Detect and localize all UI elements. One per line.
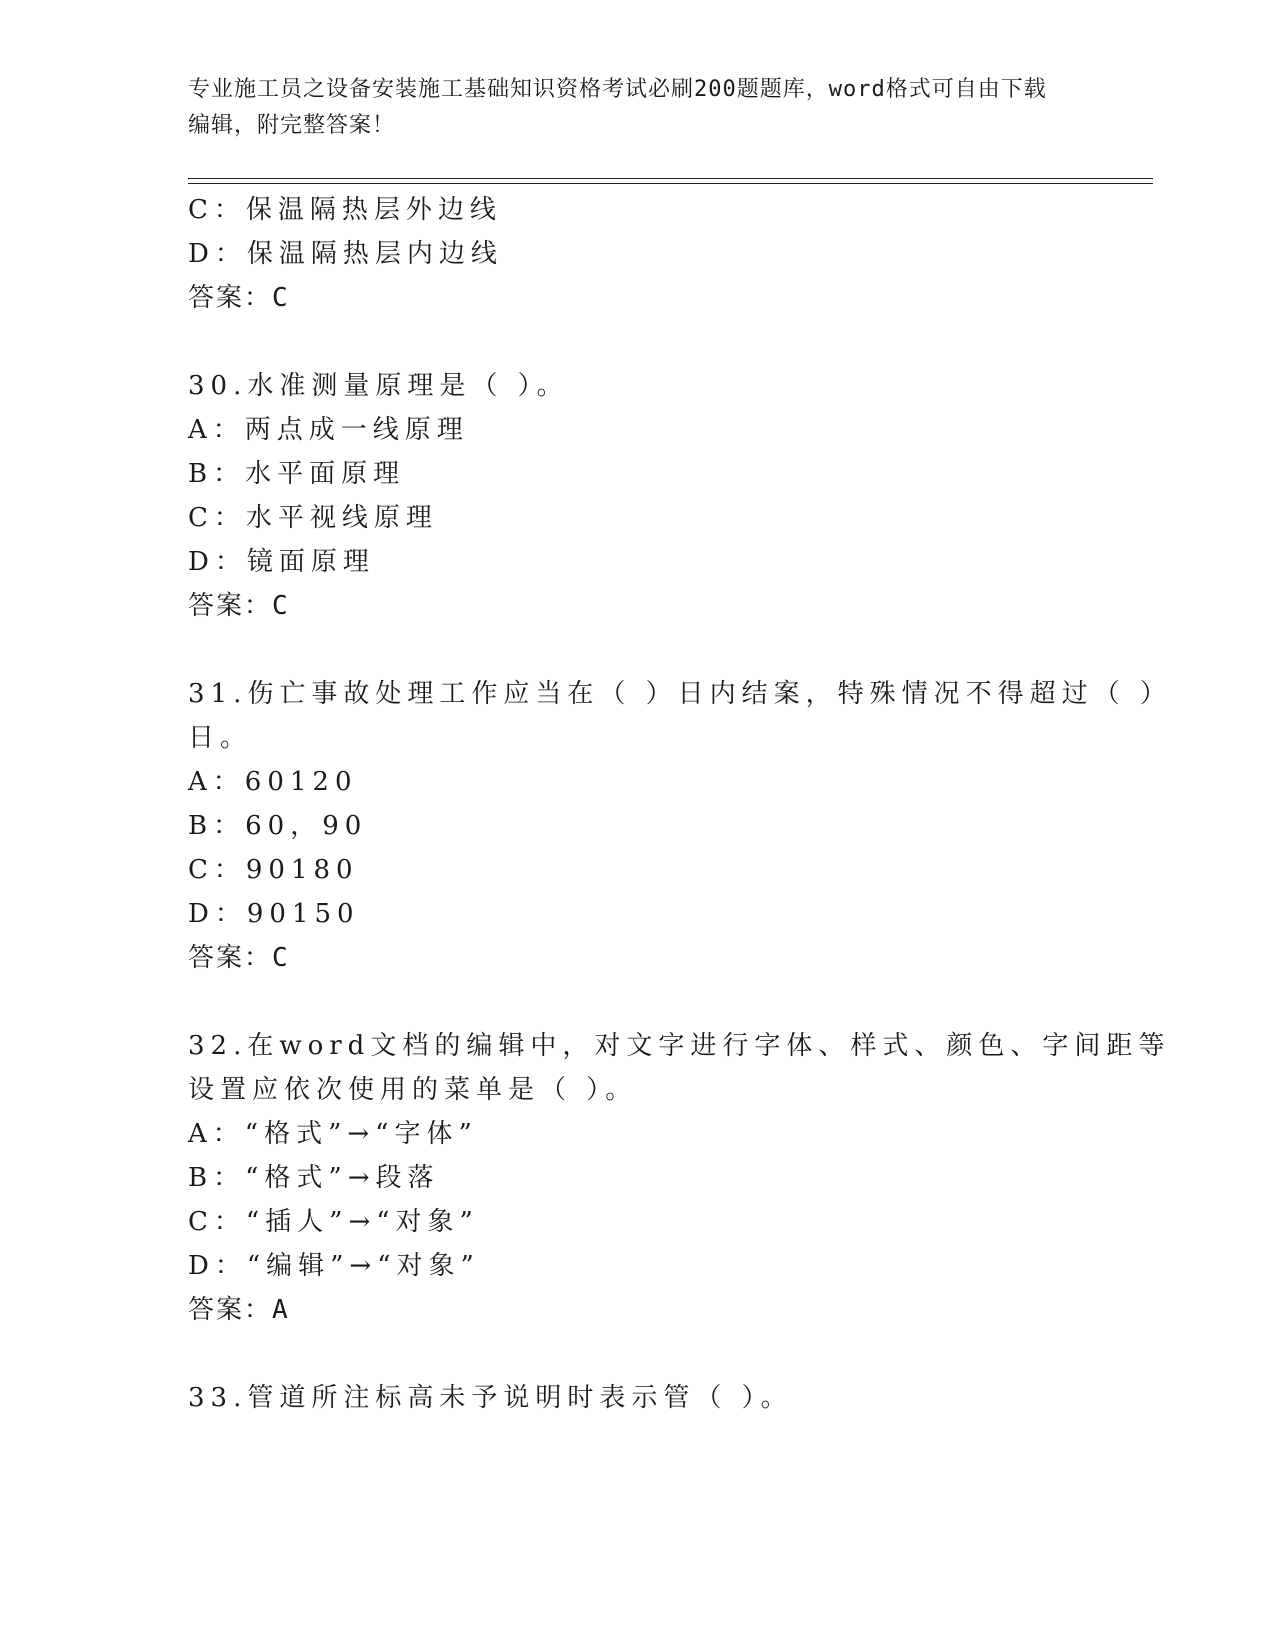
q31-option-d: D：90150 [188,899,360,929]
q32-question-line1: 32.在word文档的编辑中，对文字进行字体、样式、颜色、字间距等 [188,1031,1171,1061]
document-title: 专业施工员之设备安装施工基础知识资格考试必刷200题题库，word格式可自由下载编辑，附完整答案！ [188,77,1047,138]
q30-option-d: D：镜面原理 [188,547,375,577]
q30-answer: 答案：C [188,591,290,621]
q29-option-d: D：保温隔热层内边线 [188,239,503,269]
q31-answer: 答案：C [188,943,290,973]
q31-option-a: A：60120 [188,767,358,797]
q30-option-b: B：水平面原理 [188,459,406,489]
q29-answer: 答案：C [188,283,290,313]
q32-answer: 答案：A [188,1295,290,1325]
q31-option-b: B：60，90 [188,811,368,841]
q32-option-b: B：“格式”→段落 [188,1163,440,1193]
q32-option-c: C：“插人”→“对象” [188,1207,479,1237]
q32-question-line2: 设置应依次使用的菜单是（ ）。 [188,1075,638,1105]
q31-question-line1: 31.伤亡事故处理工作应当在（ ）日内结案，特殊情况不得超过（ ） [188,679,1172,709]
header-divider-bottom [188,183,1153,184]
header-divider-top [188,178,1153,179]
q33-question: 33.管道所注标高未予说明时表示管（ ）。 [188,1383,793,1413]
q30-option-c: C：水平视线原理 [188,503,438,533]
q31-option-c: C：90180 [188,855,359,885]
q30-question: 30.水准测量原理是（ ）。 [188,371,569,401]
q32-option-a: A：“格式”→“字体” [188,1119,478,1149]
q29-option-c: C：保温隔热层外边线 [188,195,502,225]
q30-option-a: A：两点成一线原理 [188,415,469,445]
q31-question-line2: 日。 [188,723,253,753]
q32-option-d: D：“编辑”→“对象” [188,1251,480,1281]
